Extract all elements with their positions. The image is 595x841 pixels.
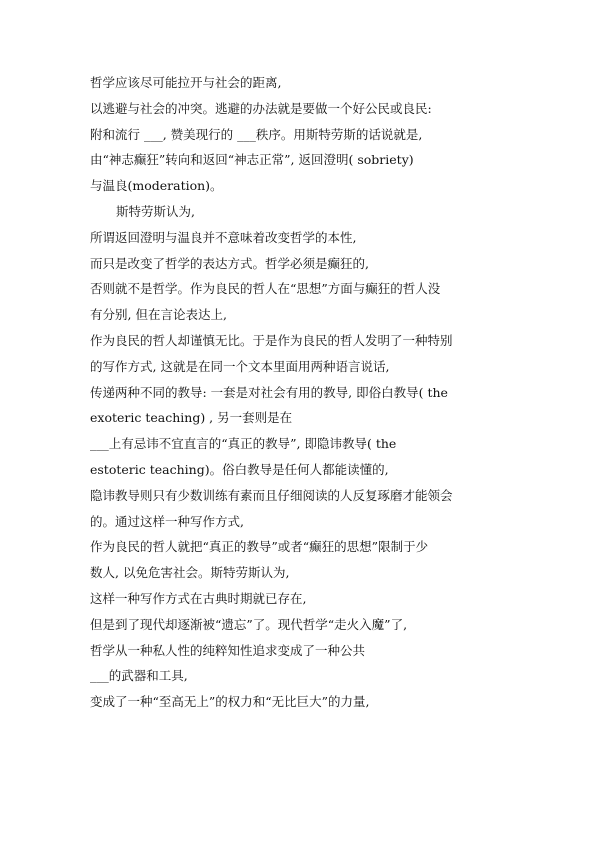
- text-line: 与温良(moderation)。: [90, 178, 223, 194]
- text-line: 否则就不是哲学。作为良民的哲人在“思想”方面与癫狂的哲人没: [90, 281, 441, 297]
- text-line: 所谓返回澄明与温良并不意味着改变哲学的本性,: [90, 229, 357, 245]
- text-line: 传递两种不同的教导: 一套是对社会有用的教导, 即俗白教导( the: [90, 384, 448, 400]
- text-line: 数人, 以免危害社会。斯特劳斯认为,: [90, 565, 290, 581]
- text-line: 附和流行 ___, 赞美现行的 ___秩序。用斯特劳斯的话说就是,: [90, 126, 423, 142]
- text-line: 变成了一种“至高无上”的权力和“无比巨大”的力量,: [90, 694, 370, 710]
- text-line: 由“神志癫狂”转向和返回“神志正常”, 返回澄明( sobriety): [90, 152, 414, 168]
- text-line: estoteric teaching)。俗白教导是任何人都能读懂的,: [90, 461, 389, 477]
- text-line: 哲学应该尽可能拉开与社会的距离,: [90, 75, 282, 90]
- text-line: 的写作方式, 这就是在同一个文本里面用两种语言说话,: [90, 358, 390, 374]
- paragraph-start-line: 斯特劳斯认为,: [116, 203, 195, 219]
- text-line: 隐讳教导则只有少数训练有素而且仔细阅读的人反复琢磨才能领会: [90, 487, 453, 503]
- text-line: exoteric teaching) , 另一套则是在: [90, 410, 293, 426]
- text-line: 作为良民的哲人就把“真正的教导”或者“癫狂的思想”限制于少: [90, 539, 429, 555]
- text-line: 而只是改变了哲学的表达方式。哲学必须是癫狂的,: [90, 255, 369, 271]
- text-line: 哲学从一种私人性的纯粹知性追求变成了一种公共: [90, 642, 366, 658]
- text-line: ___的武器和工具,: [90, 668, 188, 684]
- text-line: 但是到了现代却逐渐被“遗忘”了。现代哲学“走火入魔”了,: [90, 616, 408, 632]
- text-line: 的。通过这样一种写作方式,: [90, 513, 244, 529]
- text-line: 作为良民的哲人却谨慎无比。于是作为良民的哲人发明了一种特别: [90, 332, 453, 348]
- text-body: [90, 70, 510, 715]
- text-line: ___上有忌讳不宜直言的“真正的教导”, 即隐讳教导( the: [90, 436, 397, 452]
- text-line: 有分别, 但在言论表达上,: [90, 307, 227, 323]
- text-line: 这样一种写作方式在古典时期就已存在,: [90, 590, 307, 606]
- text-line: 以逃避与社会的冲突。逃避的办法就是要做一个好公民或良民:: [90, 100, 432, 116]
